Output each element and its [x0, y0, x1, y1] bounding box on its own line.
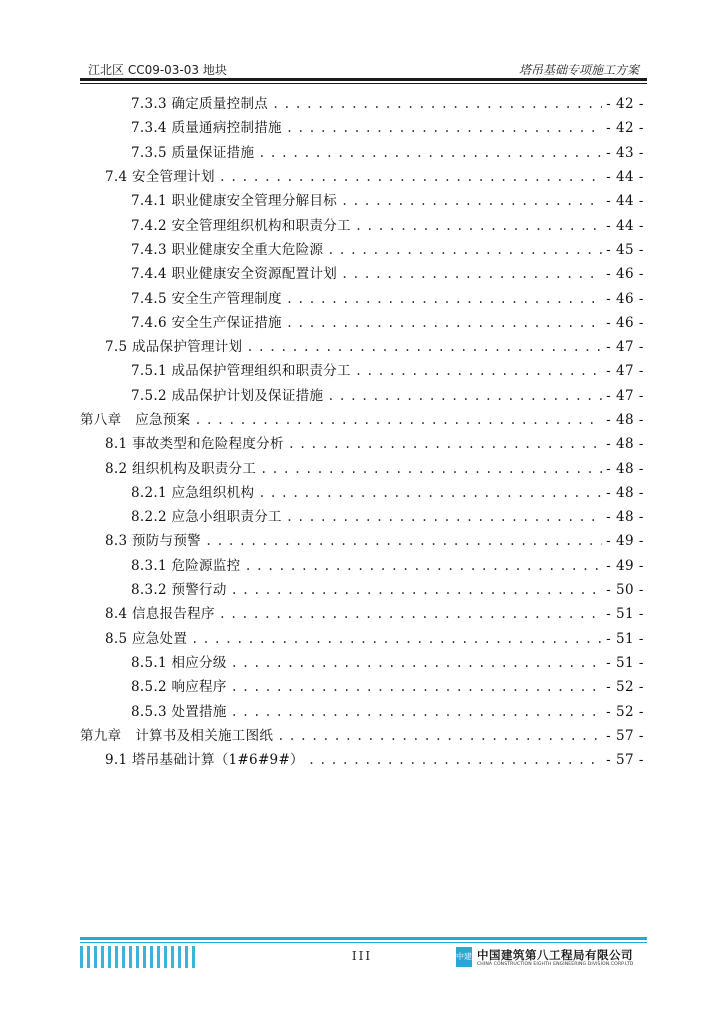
toc-entry-title: 8.3.2 预警行动 — [131, 582, 227, 599]
toc-entry-page: - 47 - — [606, 339, 644, 356]
toc-entry[interactable] — [80, 286, 644, 310]
toc-leader-dots — [272, 92, 602, 116]
toc-entry[interactable] — [80, 627, 644, 651]
company-name-en: CHINA CONSTRUCTION EIGHTH ENGINEERING DIVISION.CORP.LTD — [477, 962, 634, 967]
toc-entry-title: 7.3.5 质量保证措施 — [131, 144, 255, 161]
header-project-name: 江北区 CC09-03-03 地块 — [88, 63, 227, 77]
toc-leader-dots — [341, 189, 602, 213]
toc-leader-dots — [244, 554, 602, 578]
toc-entry[interactable] — [80, 408, 644, 432]
toc-entry-page: - 51 - — [606, 654, 644, 671]
toc-entry-title: 8.2.2 应急小组职责分工 — [131, 509, 282, 526]
toc-entry[interactable] — [80, 213, 644, 237]
toc-entry[interactable] — [80, 675, 644, 699]
toc-leader-dots — [341, 262, 602, 286]
toc-entry-page: - 48 - — [606, 436, 644, 453]
toc-entry[interactable] — [80, 92, 644, 116]
toc-leader-dots — [231, 651, 602, 675]
toc-entry-page: - 46 - — [606, 290, 644, 307]
toc-entry-title: 7.4.3 职业健康安全重大危险源 — [131, 241, 324, 258]
toc-leader-dots — [277, 724, 602, 748]
toc-entry-page: - 51 - — [606, 606, 644, 623]
toc-entry-title: 7.5.1 成品保护管理组织和职责分工 — [131, 363, 351, 380]
footer-rule-thick — [80, 937, 647, 940]
toc-leader-dots — [231, 700, 602, 724]
toc-entry-title: 8.3.1 危险源监控 — [131, 557, 241, 574]
toc-entry-page: - 45 - — [606, 241, 644, 258]
toc-entry-page: - 52 - — [606, 703, 644, 720]
toc-leader-dots — [231, 675, 602, 699]
toc-entry-page: - 42 - — [606, 120, 644, 137]
toc-entry-page: - 46 - — [606, 266, 644, 283]
toc-entry-page: - 44 - — [606, 169, 644, 186]
toc-entry-page: - 47 - — [606, 363, 644, 380]
toc-entry-title: 7.4 安全管理计划 — [105, 169, 215, 186]
toc-leader-dots — [205, 529, 602, 553]
toc-leader-dots — [286, 116, 602, 140]
toc-entry-title: 7.5.2 成品保护计划及保证措施 — [131, 387, 324, 404]
toc-entry[interactable] — [80, 359, 644, 383]
toc-entry-page: - 57 - — [606, 752, 644, 769]
toc-entry[interactable] — [80, 384, 644, 408]
toc-entry-title: 第八章 应急预案 — [80, 412, 191, 428]
toc-entry-page: - 48 - — [606, 484, 644, 501]
toc-entry[interactable] — [80, 335, 644, 359]
toc-entry-title: 7.3.4 质量通病控制措施 — [131, 120, 282, 137]
toc-entry-page: - 44 - — [606, 193, 644, 210]
toc-entry-page: - 49 - — [606, 533, 644, 550]
toc-leader-dots — [327, 238, 602, 262]
toc-entry[interactable] — [80, 578, 644, 602]
toc-entry-page: - 47 - — [606, 387, 644, 404]
toc-entry[interactable] — [80, 748, 644, 772]
toc-entry-title: 8.2.1 应急组织机构 — [131, 484, 255, 501]
toc-entry[interactable] — [80, 529, 644, 553]
footer-rule-thin — [80, 942, 647, 943]
toc-entry[interactable] — [80, 699, 644, 723]
toc-entry[interactable] — [80, 262, 644, 286]
toc-entry-page: - 48 - — [606, 460, 644, 477]
company-logo-icon — [456, 947, 472, 967]
toc-entry-page: - 48 - — [606, 509, 644, 526]
toc-leader-dots — [286, 311, 602, 335]
toc-leader-dots — [194, 408, 602, 432]
toc-entry[interactable] — [80, 432, 644, 456]
toc-entry-title: 8.1 事故类型和危险程度分析 — [105, 436, 284, 453]
toc-entry-title: 7.4.2 安全管理组织机构和职责分工 — [131, 217, 351, 234]
toc-entry-title: 8.4 信息报告程序 — [105, 606, 215, 623]
toc-leader-dots — [258, 141, 602, 165]
toc-entry[interactable] — [80, 602, 644, 626]
toc-entry-title: 9.1 塔吊基础计算（1#6#9#） — [105, 752, 304, 769]
toc-entry-title: 7.5 成品保护管理计划 — [105, 339, 243, 356]
toc-leader-dots — [258, 481, 602, 505]
toc-entry[interactable] — [80, 141, 644, 165]
toc-entry[interactable] — [80, 189, 644, 213]
toc-entry-title: 7.4.6 安全生产保证措施 — [131, 314, 282, 331]
toc-entry[interactable] — [80, 505, 644, 529]
toc-leader-dots — [308, 748, 602, 772]
header-rule-thin — [80, 83, 647, 84]
toc-entry-page: - 46 - — [606, 314, 644, 331]
toc-leader-dots — [231, 578, 602, 602]
table-of-contents — [80, 92, 644, 772]
toc-entry-page: - 50 - — [606, 582, 644, 599]
toc-entry[interactable] — [80, 651, 644, 675]
toc-entry-page: - 43 - — [606, 144, 644, 161]
toc-leader-dots — [246, 335, 602, 359]
toc-entry[interactable] — [80, 481, 644, 505]
toc-leader-dots — [286, 287, 602, 311]
page-header — [80, 61, 647, 77]
toc-leader-dots — [219, 602, 602, 626]
company-name-cn: 中国建筑第八工程局有限公司 — [477, 948, 633, 962]
toc-entry-title: 8.2 组织机构及职责分工 — [105, 460, 257, 477]
toc-entry[interactable] — [80, 554, 644, 578]
toc-entry[interactable] — [80, 238, 644, 262]
toc-entry-page: - 49 - — [606, 557, 644, 574]
toc-leader-dots — [219, 165, 602, 189]
header-rule-thick — [80, 78, 647, 81]
toc-entry[interactable] — [80, 116, 644, 140]
toc-leader-dots — [260, 457, 602, 481]
toc-entry-title: 8.5.1 相应分级 — [131, 654, 227, 671]
toc-entry-title: 7.4.1 职业健康安全管理分解目标 — [131, 193, 338, 210]
toc-leader-dots — [327, 384, 602, 408]
toc-entry[interactable] — [80, 311, 644, 335]
toc-entry-title: 第九章 计算书及相关施工图纸 — [80, 727, 274, 744]
toc-entry-title: 7.4.5 安全生产管理制度 — [131, 290, 282, 307]
toc-entry-title: 8.5.3 处置措施 — [131, 703, 227, 720]
header-document-title: 塔吊基础专项施工方案 — [518, 63, 639, 77]
toc-entry-title: 8.5.2 响应程序 — [131, 679, 227, 696]
toc-entry-page: - 52 - — [606, 679, 644, 696]
toc-leader-dots — [355, 359, 602, 383]
toc-entry-title: 8.3 预防与预警 — [105, 533, 201, 550]
toc-entry-title: 8.5 应急处置 — [105, 630, 188, 647]
toc-entry-title: 7.4.4 职业健康安全资源配置计划 — [131, 266, 338, 283]
toc-entry[interactable] — [80, 165, 644, 189]
toc-entry-page: - 57 - — [606, 727, 644, 744]
toc-leader-dots — [286, 505, 602, 529]
toc-entry[interactable] — [80, 724, 644, 748]
toc-entry-title: 7.3.3 确定质量控制点 — [131, 96, 269, 113]
toc-entry-page: - 44 - — [606, 217, 644, 234]
toc-leader-dots — [288, 432, 602, 456]
toc-entry-page: - 42 - — [606, 96, 644, 113]
toc-leader-dots — [355, 214, 602, 238]
page-number: III — [351, 949, 373, 963]
toc-leader-dots — [191, 627, 602, 651]
toc-entry-page: - 48 - — [606, 412, 644, 428]
toc-entry[interactable] — [80, 456, 644, 480]
toc-entry-page: - 51 - — [606, 630, 644, 647]
logo-glyph: 中建 — [456, 952, 472, 961]
